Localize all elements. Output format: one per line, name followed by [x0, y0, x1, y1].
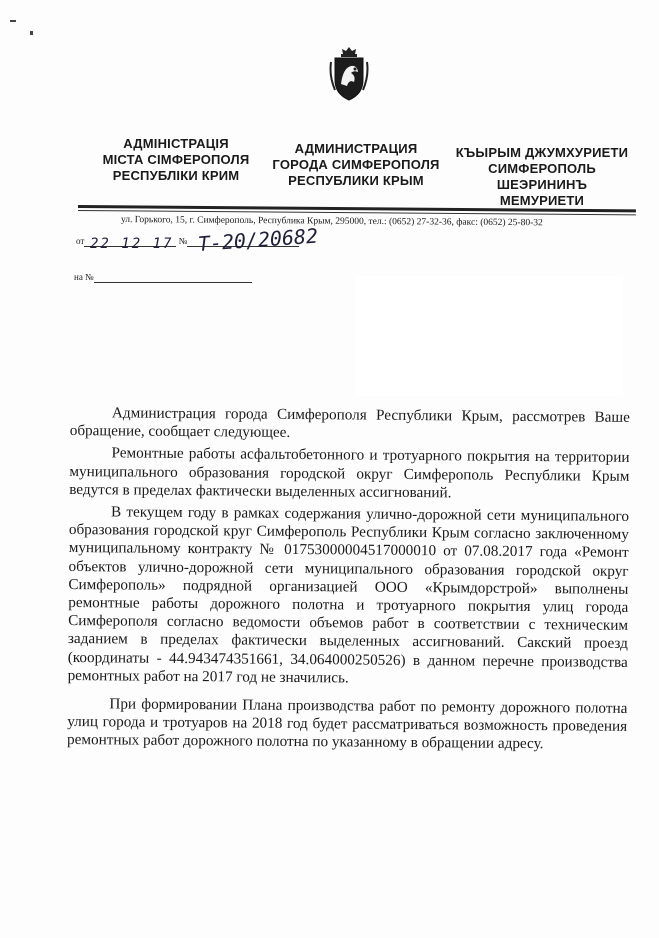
paragraph-2: Ремонтные работы асфальтобетонного и тротуарного покрытия на территории муниципального образования городской округ Симферополь Республики Крым ведутся в пределах фактически выделенных ассигнований. — [69, 444, 630, 502]
number-label: № — [178, 236, 188, 246]
scan-speck — [10, 20, 16, 22]
header-crimean-tatar — [452, 145, 632, 209]
address-line: ул. Горького, 15, г. Симферополь, Республика Крым, 295000, тел.: (0652) 27-32-36, факс: (0652) 25-80-32 — [120, 215, 543, 229]
header-crimean-tatar-line-2: СИМФЕРОПОЛЬ — [488, 161, 596, 176]
paragraph-3: В текущем году в рамках содержания улично-дорожной сети муниципального образования городской круг Симферополь Республики Крым согласно заключенному муниципальному контракту № 0175300000451700001​0 от 07.08.2017 года «Ремонт объектов улично-дорожной сети муниципального образования городской округ Симферополь» подрядной организацией ООО «Крымдорстрой» выполнены ремонтные работы дорожного полотна и тротуарного покрытия улиц города Симферополя согласно ведомости объемов работ в соответствии с техническим заданием в пределах фактически выделенных ассигнований. Сакский проезд (координаты - 44.943474351661, 34.064000250526) в данном перечне производства ремонтных работ на 2017 год не значились. — [67, 503, 630, 687]
paragraph-4: При формировании Плана производства работ по ремонту дорожного полотна улиц города и тротуаров на 2018 год будет рассматриваться возможность проведения ремонтных работ дорожного полотна по указанному в обращении адресу. — [66, 695, 628, 753]
header-ukrainian-line-1: АДМІНІСТРАЦІЯ — [123, 136, 229, 151]
header-russian-line-3: РЕСПУБЛИКИ КРЫМ — [288, 173, 424, 188]
redacted-recipient-block — [355, 276, 623, 396]
handwritten-number: Т-20/20682 — [197, 223, 319, 256]
scan-speck — [30, 31, 33, 35]
header-ukrainian-line-2: МІСТА СІМФЕРОПОЛЯ — [102, 152, 250, 167]
header-russian-line-1: АДМИНИСТРАЦИЯ — [294, 141, 418, 156]
header-ukrainian-line-3: РЕСПУБЛІКИ КРИМ — [112, 168, 240, 183]
handwritten-date: 22 12 17 — [90, 236, 174, 252]
crimea-coat-of-arms-icon — [329, 46, 369, 102]
paragraph-1: Администрация города Симферополя Республики Крым, рассмотрев Ваше обращение, сообщает следующее. — [69, 404, 630, 442]
header-crimean-tatar-line-3: ШЕЭРИНИНЪ — [496, 177, 588, 192]
header-crimean-tatar-line-4: МЕМУРИЕТИ — [499, 193, 585, 208]
reply-registration — [74, 272, 252, 283]
reply-label: на № — [74, 272, 94, 282]
date-label: от — [76, 236, 85, 246]
header-russian — [258, 141, 454, 189]
reply-blank — [94, 272, 252, 283]
letter-body — [67, 404, 630, 759]
header-ukrainian — [78, 136, 274, 184]
header-crimean-tatar-line-1: КЪЫРЫМ ДЖУМХУРИЕТИ — [455, 145, 629, 160]
header-russian-line-2: ГОРОДА СИМФЕРОПОЛЯ — [272, 157, 440, 172]
